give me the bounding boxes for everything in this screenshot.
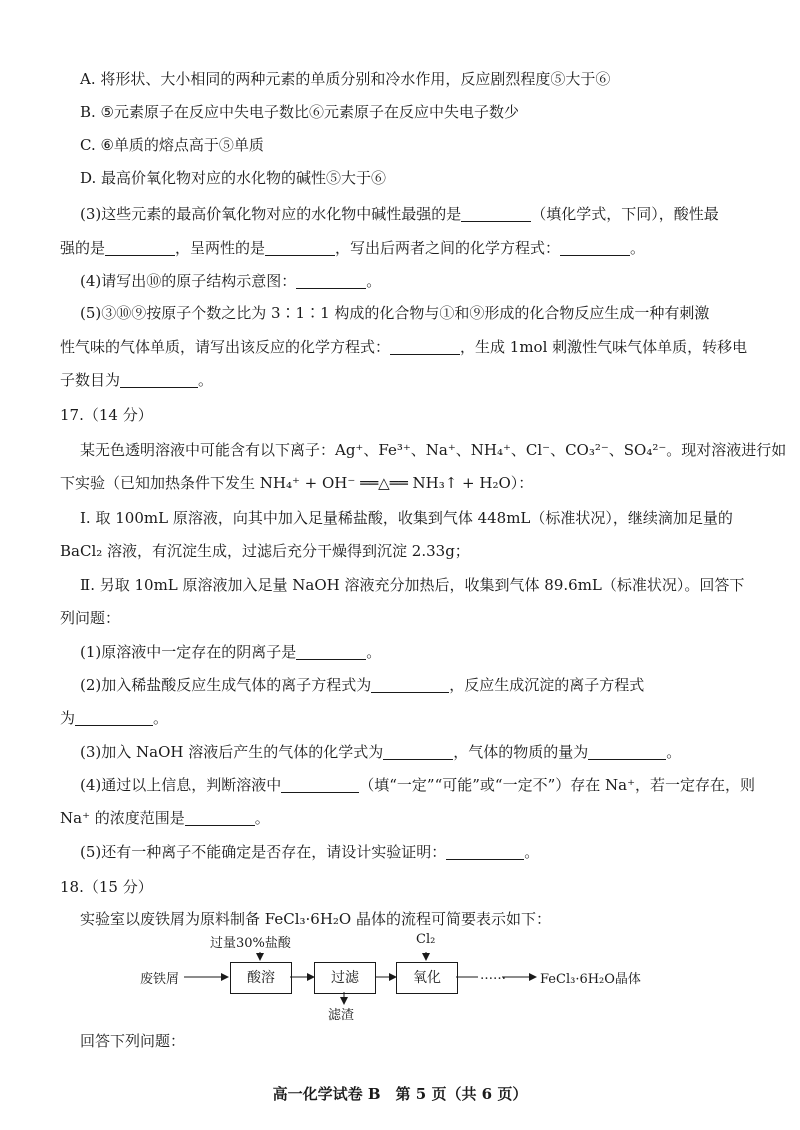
answer-blank: [265, 240, 335, 256]
q17-s3-text: (3)加入 NaOH 溶液后产生的气体的化学式为: [80, 743, 384, 761]
q3-text-2: （填化学式，下同），酸性最: [531, 205, 719, 223]
q17-s2-text-3: 为: [60, 709, 76, 727]
q4-text-2: 。: [366, 272, 382, 290]
q17-s4-end: 。: [254, 809, 270, 827]
q17-s2-text-2: ，反应生成沉淀的离子方程式: [449, 676, 645, 694]
answer-blank: [281, 777, 359, 793]
answer-blank: [446, 844, 524, 860]
q18-ask: 回答下列问题：: [80, 1032, 186, 1050]
q3-text-6: 。: [630, 239, 646, 257]
q5-text-2: 性气味的气体单质，请写出该反应的化学方程式：: [60, 338, 391, 356]
answer-blank: [383, 744, 453, 760]
q3-text-3: 强的是: [60, 239, 106, 257]
q17-s2-end: 。: [153, 709, 169, 727]
answer-blank: [588, 744, 666, 760]
q3-line1: [80, 203, 719, 225]
q17-s3-end: 。: [666, 743, 682, 761]
answer-blank: [296, 273, 366, 289]
answer-blank: [75, 710, 153, 726]
q17-s1-end: 。: [366, 643, 382, 661]
q17-exp1-line1: Ⅰ. 取 100mL 原溶液，向其中加入足量稀盐酸，收集到气体 448mL（标准状况），继续滴加足量的: [80, 509, 733, 527]
q5-text-3: ，生成 1mol 刺激性气味气体单质，转移电: [460, 338, 748, 356]
q17-s5-end: 。: [524, 843, 540, 861]
flow-reagent2: Cl₂: [416, 932, 436, 947]
q3-text-5: ，写出后两者之间的化学方程式：: [335, 239, 561, 257]
q17-exp2-line1: Ⅱ. 另取 10mL 原溶液加入足量 NaOH 溶液充分加热后，收集到气体 89.6mL（标准状况）。回答下: [80, 576, 745, 594]
q5-line1: (5)③⑩⑨按原子个数之比为 3∶1∶1 构成的化合物与①和⑨形成的化合物反应生成一种有刺激: [80, 304, 710, 322]
q17-s4-line1: [80, 774, 755, 796]
answer-blank: [461, 206, 531, 222]
q17-intro-1: 某无色透明溶液中可能含有以下离子：Ag⁺、Fe³⁺、Na⁺、NH₄⁺、Cl⁻、CO₃²⁻、SO₄²⁻。现对溶液进行如: [80, 441, 787, 459]
answer-blank: [371, 677, 449, 693]
q17-s4-text-2: （填“一定”“可能”或“一定不”）存在 Na⁺，若一定存在，则: [359, 776, 756, 794]
q17-s5: [80, 841, 539, 863]
q17-s3: [80, 741, 681, 763]
option-c: C. ⑥单质的熔点高于⑤单质: [80, 136, 264, 154]
q5-text-5: 。: [198, 371, 214, 389]
q17-s2-line1: [80, 674, 644, 696]
option-a: A. 将形状、大小相同的两种元素的单质分别和冷水作用，反应剧烈程度⑤大于⑥: [80, 70, 611, 88]
process-flowchart: [140, 930, 660, 1023]
q4-line: [80, 270, 381, 292]
answer-blank: [120, 372, 198, 388]
answer-blank: [296, 644, 366, 660]
q5-text-4: 子数目为: [60, 371, 121, 389]
q3-text-4: ，呈两性的是: [175, 239, 266, 257]
flow-step-acid: 酸溶: [230, 962, 292, 994]
page-footer: 高一化学试卷 B 第 5 页（共 6 页）: [272, 1085, 528, 1103]
q17-s3-text-2: ，气体的物质的量为: [453, 743, 589, 761]
q17-intro-2: 下实验（已知加热条件下发生 NH₄⁺ + OH⁻ ══△══ NH₃↑ + H₂O）：: [60, 474, 534, 492]
flow-reagent1: 过量30%盐酸: [210, 936, 291, 951]
q3-line2: [60, 237, 645, 259]
flow-step-oxidation: 氧化: [396, 962, 458, 994]
q17-header: 17.（14 分）: [60, 406, 153, 424]
flow-residue: 滤渣: [328, 1008, 355, 1023]
q5-line3: [60, 369, 213, 391]
q17-s2-text: (2)加入稀盐酸反应生成气体的离子方程式为: [80, 676, 372, 694]
answer-blank: [390, 339, 460, 355]
q18-intro: 实验室以废铁屑为原料制备 FeCl₃·6H₂O 晶体的流程可简要表示如下：: [80, 910, 551, 928]
q4-text-1: (4)请写出⑩的原子结构示意图：: [80, 272, 297, 290]
flow-ellipsis: ……: [480, 968, 506, 983]
q5-line2: [60, 336, 747, 358]
q17-s4-text: (4)通过以上信息，判断溶液中: [80, 776, 282, 794]
option-d: D. 最高价氧化物对应的水化物的碱性⑤大于⑥: [80, 169, 387, 187]
flow-start: 废铁屑: [140, 972, 180, 987]
option-b: B. ⑤元素原子在反应中失电子数比⑥元素原子在反应中失电子数少: [80, 103, 520, 121]
q17-s5-text: (5)还有一种离子不能确定是否存在，请设计实验证明：: [80, 843, 447, 861]
q17-s4-text-3: Na⁺ 的浓度范围是: [60, 809, 185, 827]
q3-text-1: (3)这些元素的最高价氧化物对应的水化物中碱性最强的是: [80, 205, 462, 223]
q18-header: 18.（15 分）: [60, 878, 153, 896]
q17-s1-text: (1)原溶液中一定存在的阴离子是: [80, 643, 297, 661]
answer-blank: [185, 810, 255, 826]
flow-step-filter: 过滤: [314, 962, 376, 994]
answer-blank: [560, 240, 630, 256]
q17-exp2-line2: 列问题：: [60, 609, 121, 627]
q17-s4-line2: [60, 807, 270, 829]
answer-blank: [105, 240, 175, 256]
q17-exp1-line2: BaCl₂ 溶液，有沉淀生成，过滤后充分干燥得到沉淀 2.33g；: [60, 542, 470, 560]
flow-product: FeCl₃·6H₂O晶体: [540, 972, 641, 987]
q17-s1: [80, 641, 381, 663]
q17-s2-line2: [60, 707, 168, 729]
